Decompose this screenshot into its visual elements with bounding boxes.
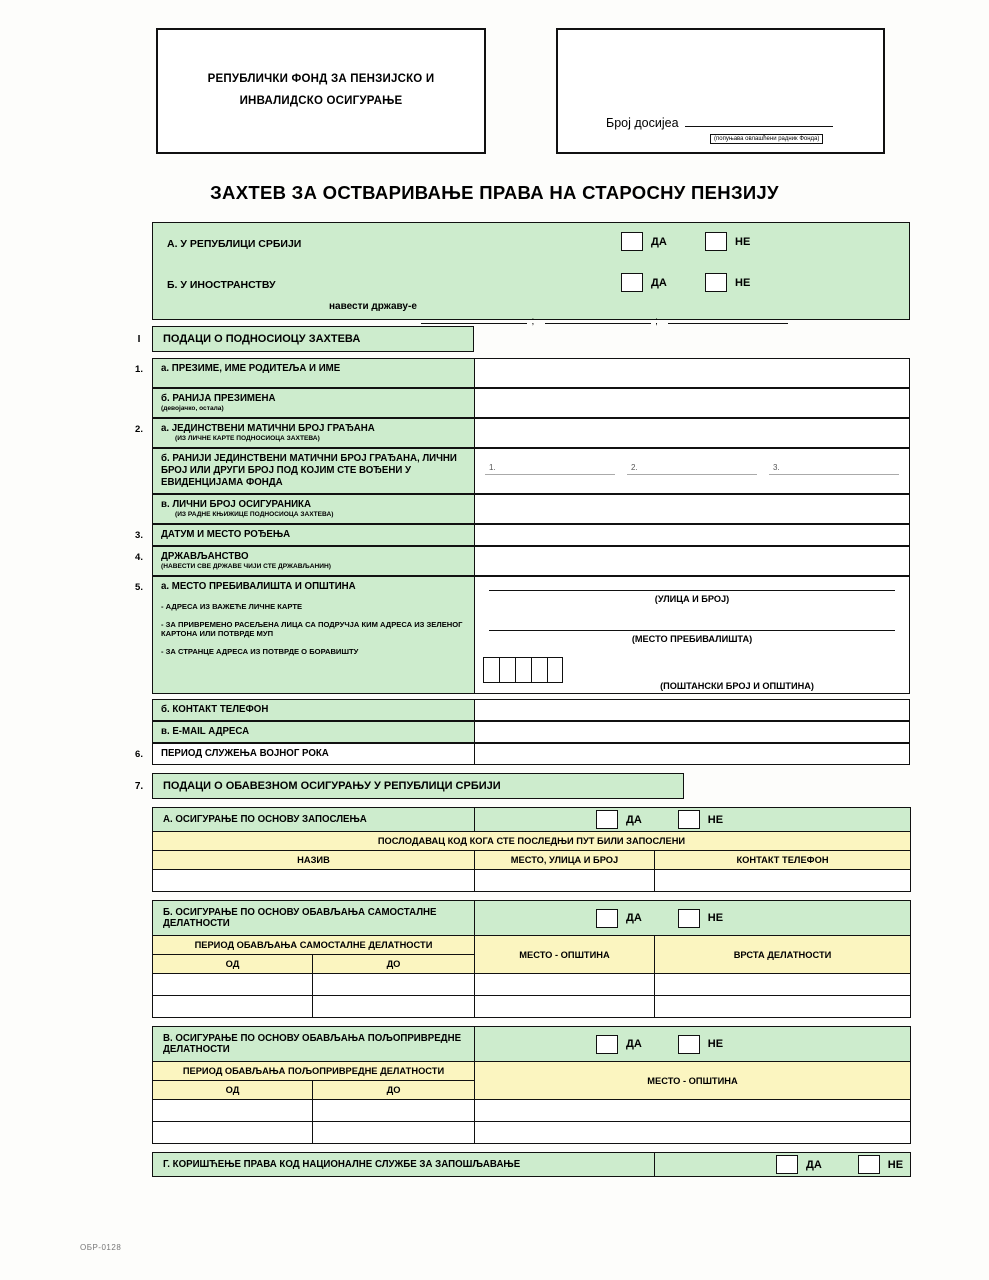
row-number [126, 388, 152, 418]
row-number [126, 448, 152, 494]
nes-yesno-cell [655, 1153, 911, 1177]
agriculture-cell-from[interactable] [153, 1122, 313, 1144]
section-7-title: ПОДАЦИ О ОБАВЕЗНОМ ОСИГУРАЊУ У РЕПУБЛИЦИ СРБИЈИ [152, 773, 684, 799]
row-value-insured-number[interactable] [474, 494, 910, 524]
table-row [126, 546, 910, 576]
state-input-2[interactable] [545, 313, 651, 324]
checkbox-employment-no-label: НЕ [707, 813, 724, 826]
agriculture-header-place: МЕСТО - ОПШТИНА [475, 1062, 911, 1100]
nes-rights-table [152, 1152, 911, 1177]
self-employment-header-from: ОД [153, 955, 313, 974]
checkbox-a-no-label: НЕ [735, 235, 751, 248]
checkbox-b-no-label: НЕ [735, 276, 751, 289]
self-employment-header-to: ДО [313, 955, 475, 974]
self-employment-cell-to[interactable] [313, 996, 475, 1018]
row-sublabel: (НАВЕСТИ СВЕ ДРЖАВЕ ЧИЈИ СТЕ ДРЖАВЉАНИН) [161, 563, 331, 571]
self-employment-cell-from[interactable] [153, 996, 313, 1018]
table-row [126, 448, 910, 494]
checkbox-self-employment-yes[interactable] [596, 909, 618, 928]
checkbox-nes-yes-label: ДА [806, 1158, 822, 1171]
row-number [126, 494, 152, 524]
agriculture-cell-place[interactable] [475, 1122, 911, 1144]
checkbox-nes-yes[interactable] [776, 1155, 798, 1174]
state-input-1[interactable] [421, 313, 527, 324]
row-label: в. Е-MAIL АДРЕСА [161, 726, 250, 737]
agriculture-insurance-table [152, 1026, 911, 1144]
row-label-cell [152, 721, 474, 743]
postal-code-boxes[interactable] [483, 657, 563, 683]
checkbox-nes-no-label: НЕ [887, 1158, 904, 1171]
row-number: 1. [135, 364, 143, 375]
employment-banner: ПОСЛОДАВАЦ КОД КОГА СТЕ ПОСЛЕДЊИ ПУТ БИЛИ ЗАПОСЛЕНИ [153, 832, 911, 851]
self-employment-cell-to[interactable] [313, 974, 475, 996]
dossier-input[interactable] [685, 114, 833, 127]
table-row [126, 524, 910, 546]
table-row [126, 494, 910, 524]
table-row [126, 721, 910, 743]
employment-header-address: МЕСТО, УЛИЦА И БРОЈ [475, 851, 655, 870]
row-value-former-jmbg[interactable] [474, 448, 910, 494]
checkbox-agriculture-yes-label: ДА [626, 1038, 642, 1050]
row-label: а. ЈЕДИНСТВЕНИ МАТИЧНИ БРОЈ ГРАЂАНА [161, 423, 375, 434]
agriculture-header-to: ДО [313, 1081, 475, 1100]
checkbox-a-yes[interactable] [621, 232, 643, 251]
postal-box-2[interactable] [499, 657, 515, 683]
agriculture-cell-from[interactable] [153, 1100, 313, 1122]
section-1-number: I [137, 333, 141, 345]
street-input[interactable] [489, 589, 895, 591]
row-number: 6. [135, 749, 143, 760]
address-label: а. МЕСТО ПРЕБИВАЛИШТА И ОПШТИНА [161, 581, 356, 592]
row-number [126, 721, 152, 743]
section-1-bar [126, 326, 910, 352]
row-sublabel: (девојачко, остала) [161, 405, 224, 413]
row-label-cell [152, 494, 474, 524]
agriculture-banner: ПЕРИОД ОБАВЉАЊА ПОЉОПРИВРЕДНЕ ДЕЛАТНОСТИ [153, 1062, 475, 1081]
row-number [126, 699, 152, 721]
checkbox-self-employment-no[interactable] [678, 909, 700, 928]
postal-box-5[interactable] [547, 657, 563, 683]
table-row [126, 418, 910, 448]
self-employment-cell-type[interactable] [655, 974, 911, 996]
former-jmbg-line-2[interactable]: 2. [627, 463, 757, 475]
page-title: ЗАХТЕВ ЗА ОСТВАРИВАЊЕ ПРАВА НА СТАРОСНУ ПЕНЗИЈУ [210, 182, 779, 203]
row-label-cell [152, 743, 474, 765]
dossier-field-row [606, 114, 833, 130]
self-employment-cell-from[interactable] [153, 974, 313, 996]
row-value-phone[interactable] [474, 699, 910, 721]
institution-box [156, 28, 486, 154]
self-employment-yesno-cell [475, 901, 911, 936]
employment-yesno-cell [475, 808, 911, 832]
agriculture-label: В. ОСИГУРАЊЕ ПО ОСНОВУ ОБАВЉАЊА ПОЉОПРИВРЕДНЕ ДЕЛАТНОСТИ [153, 1027, 475, 1062]
document-header [0, 28, 989, 153]
row-label: ПЕРИОД СЛУЖЕЊА ВОЈНОГ РОКА [161, 748, 329, 759]
checkbox-self-employment-yes-label: ДА [626, 912, 642, 924]
checkbox-agriculture-no[interactable] [678, 1035, 700, 1054]
row-value-citizenship[interactable] [474, 546, 910, 576]
self-employment-header-place: МЕСТО - ОПШТИНА [475, 936, 655, 974]
employment-insurance-table [152, 807, 911, 892]
table-row [126, 388, 910, 418]
row-number: 3. [135, 530, 143, 541]
employment-header-phone: КОНТАКТ ТЕЛЕФОН [655, 851, 911, 870]
row-value-former-surnames[interactable] [474, 388, 910, 418]
employment-cell-address[interactable] [475, 870, 655, 892]
table-row [126, 699, 910, 721]
checkbox-employment-yes[interactable] [596, 810, 618, 829]
employment-cell-phone[interactable] [655, 870, 911, 892]
checkbox-a-no[interactable] [705, 232, 727, 251]
row-label: а. ПРЕЗИМЕ, ИМЕ РОДИТЕЉА И ИМЕ [161, 363, 341, 374]
row-label: ДРЖАВЉАНСТВО [161, 551, 249, 562]
postal-box-3[interactable] [515, 657, 531, 683]
employment-label: А. ОСИГУРАЊЕ ПО ОСНОВУ ЗАПОСЛЕЊА [153, 808, 475, 832]
checkbox-b-yes[interactable] [621, 273, 643, 292]
row-label: б. РАНИЈА ПРЕЗИМЕНА [161, 393, 276, 404]
row-label: б. РАНИЈИ ЈЕДИНСТВЕНИ МАТИЧНИ БРОЈ ГРАЂАНА, ЛИЧНИ БРОЈ ИЛИ ДРУГИ БРОЈ ПОД КОЈИМ СТЕ ВОЂЕНИ У ЕВИДЕНЦИЈАМА ФОНДА [161, 453, 457, 489]
agriculture-cell-to[interactable] [313, 1122, 475, 1144]
institution-line-1: РЕПУБЛИЧКИ ФОНД ЗА ПЕНЗИЈСКО И [207, 73, 435, 86]
row-value-birth[interactable] [474, 524, 910, 546]
row-value-email[interactable] [474, 721, 910, 743]
address-label-cell [152, 576, 474, 694]
states-note-label: навести државу-е [329, 301, 417, 312]
employment-cell-name[interactable] [153, 870, 475, 892]
form-code: ОБР-0128 [80, 1243, 122, 1252]
address-row [126, 576, 910, 694]
row-label-cell [152, 699, 474, 721]
former-jmbg-line-3[interactable]: 3. [769, 463, 899, 475]
row-number: 2. [135, 424, 143, 435]
agriculture-yesno-cell [475, 1027, 911, 1062]
form-body [134, 222, 910, 1177]
self-employment-cell-place[interactable] [475, 974, 655, 996]
checkbox-employment-yes-label: ДА [626, 813, 642, 826]
location-of-right-block: А. У РЕПУБЛИЦИ СРБИЈИ ДА НЕ Б. У ИНОСТРАНСТВУ ДА НЕ навести државу-е ; ; [152, 222, 910, 320]
row-label-cell [152, 448, 474, 494]
row-number: 5. [135, 582, 143, 593]
row-value-jmbg[interactable] [474, 418, 910, 448]
self-employment-label: Б. ОСИГУРАЊЕ ПО ОСНОВУ ОБАВЉАЊА САМОСТАЛНЕ ДЕЛАТНОСТИ [153, 901, 475, 936]
address-bullet-3: - ЗА СТРАНЦЕ АДРЕСА ИЗ ПОТВРДЕ О БОРАВИШТУ [161, 646, 359, 656]
agriculture-header-from: ОД [153, 1081, 313, 1100]
address-bullet-2: - ЗА ПРИВРЕМЕНО РАСЕЉЕНА ЛИЦА СА ПОДРУЧЈА КИМ АДРЕСА ИЗ ЗЕЛЕНОГ КАРТОНА ИЛИ ПОТВРДЕ МУП [161, 619, 463, 639]
self-employment-header-type: ВРСТА ДЕЛАТНОСТИ [655, 936, 911, 974]
place-caption: (МЕСТО ПРЕБИВАЛИШТА) [631, 634, 753, 644]
address-value-cell [474, 576, 910, 694]
section-1-title: ПОДАЦИ О ПОДНОСИОЦУ ЗАХТЕВА [152, 326, 474, 352]
dossier-note: (попуњава овлашћени радник Фонда) [710, 134, 823, 144]
checkbox-agriculture-yes[interactable] [596, 1035, 618, 1054]
section-7-number: 7. [134, 780, 144, 792]
section-7-bar [126, 773, 910, 799]
row-label-cell [152, 418, 474, 448]
table-row [126, 358, 910, 388]
self-employment-cell-place[interactable] [475, 996, 655, 1018]
street-caption: (УЛИЦА И БРОЈ) [654, 594, 730, 604]
nes-label: Г. КОРИШЋЕЊЕ ПРАВА КОД НАЦИОНАЛНЕ СЛУЖБЕ ЗА ЗАПОШЉАВАЊЕ [153, 1153, 655, 1177]
row-label-cell [152, 546, 474, 576]
checkbox-nes-no[interactable] [858, 1155, 880, 1174]
postal-box-1[interactable] [483, 657, 499, 683]
row-value-surname[interactable] [474, 358, 910, 388]
self-employment-banner: ПЕРИОД ОБАВЉАЊА САМОСТАЛНЕ ДЕЛАТНОСТИ [153, 936, 475, 955]
option-b-label: Б. У ИНОСТРАНСТВУ [167, 279, 276, 291]
option-a-label: А. У РЕПУБЛИЦИ СРБИЈИ [167, 238, 302, 250]
checkbox-b-no[interactable] [705, 273, 727, 292]
table-row [126, 743, 910, 765]
checkbox-agriculture-no-label: НЕ [707, 1038, 724, 1050]
self-employment-insurance-table [152, 900, 911, 1018]
row-number: 4. [135, 552, 143, 563]
employment-header-name: НАЗИВ [153, 851, 475, 870]
row-sublabel: (ИЗ ЛИЧНЕ КАРТЕ ПОДНОСИОЦА ЗАХТЕВА) [175, 435, 320, 443]
agriculture-cell-to[interactable] [313, 1100, 475, 1122]
state-input-3[interactable] [668, 313, 788, 324]
former-jmbg-line-1[interactable]: 1. [485, 463, 615, 475]
dossier-box [556, 28, 885, 154]
row-label: б. КОНТАКТ ТЕЛЕФОН [161, 704, 269, 715]
checkbox-employment-no[interactable] [678, 810, 700, 829]
checkbox-b-yes-label: ДА [651, 276, 667, 289]
address-bullet-1: - АДРЕСА ИЗ ВАЖЕЋЕ ЛИЧНЕ КАРТЕ [161, 602, 303, 612]
postal-caption: (ПОШТАНСКИ БРОЈ И ОПШТИНА) [660, 681, 814, 691]
dossier-label: Број досијеа [606, 116, 679, 130]
row-label-cell [152, 358, 474, 388]
row-label-cell [152, 388, 474, 418]
self-employment-cell-type[interactable] [655, 996, 911, 1018]
row-label-cell [152, 524, 474, 546]
checkbox-self-employment-no-label: НЕ [707, 912, 724, 924]
row-value-military[interactable] [474, 743, 910, 765]
institution-line-2: ИНВАЛИДСКО ОСИГУРАЊЕ [239, 95, 403, 107]
row-label: в. ЛИЧНИ БРОЈ ОСИГУРАНИКА [161, 499, 311, 510]
row-label: ДАТУМ И МЕСТО РОЂЕЊА [161, 529, 291, 540]
place-input[interactable] [489, 629, 895, 631]
postal-box-4[interactable] [531, 657, 547, 683]
agriculture-cell-place[interactable] [475, 1100, 911, 1122]
checkbox-a-yes-label: ДА [651, 235, 667, 248]
row-sublabel: (ИЗ РАДНЕ КЊИЖИЦЕ ПОДНОСИОЦА ЗАХТЕВА) [175, 511, 334, 519]
